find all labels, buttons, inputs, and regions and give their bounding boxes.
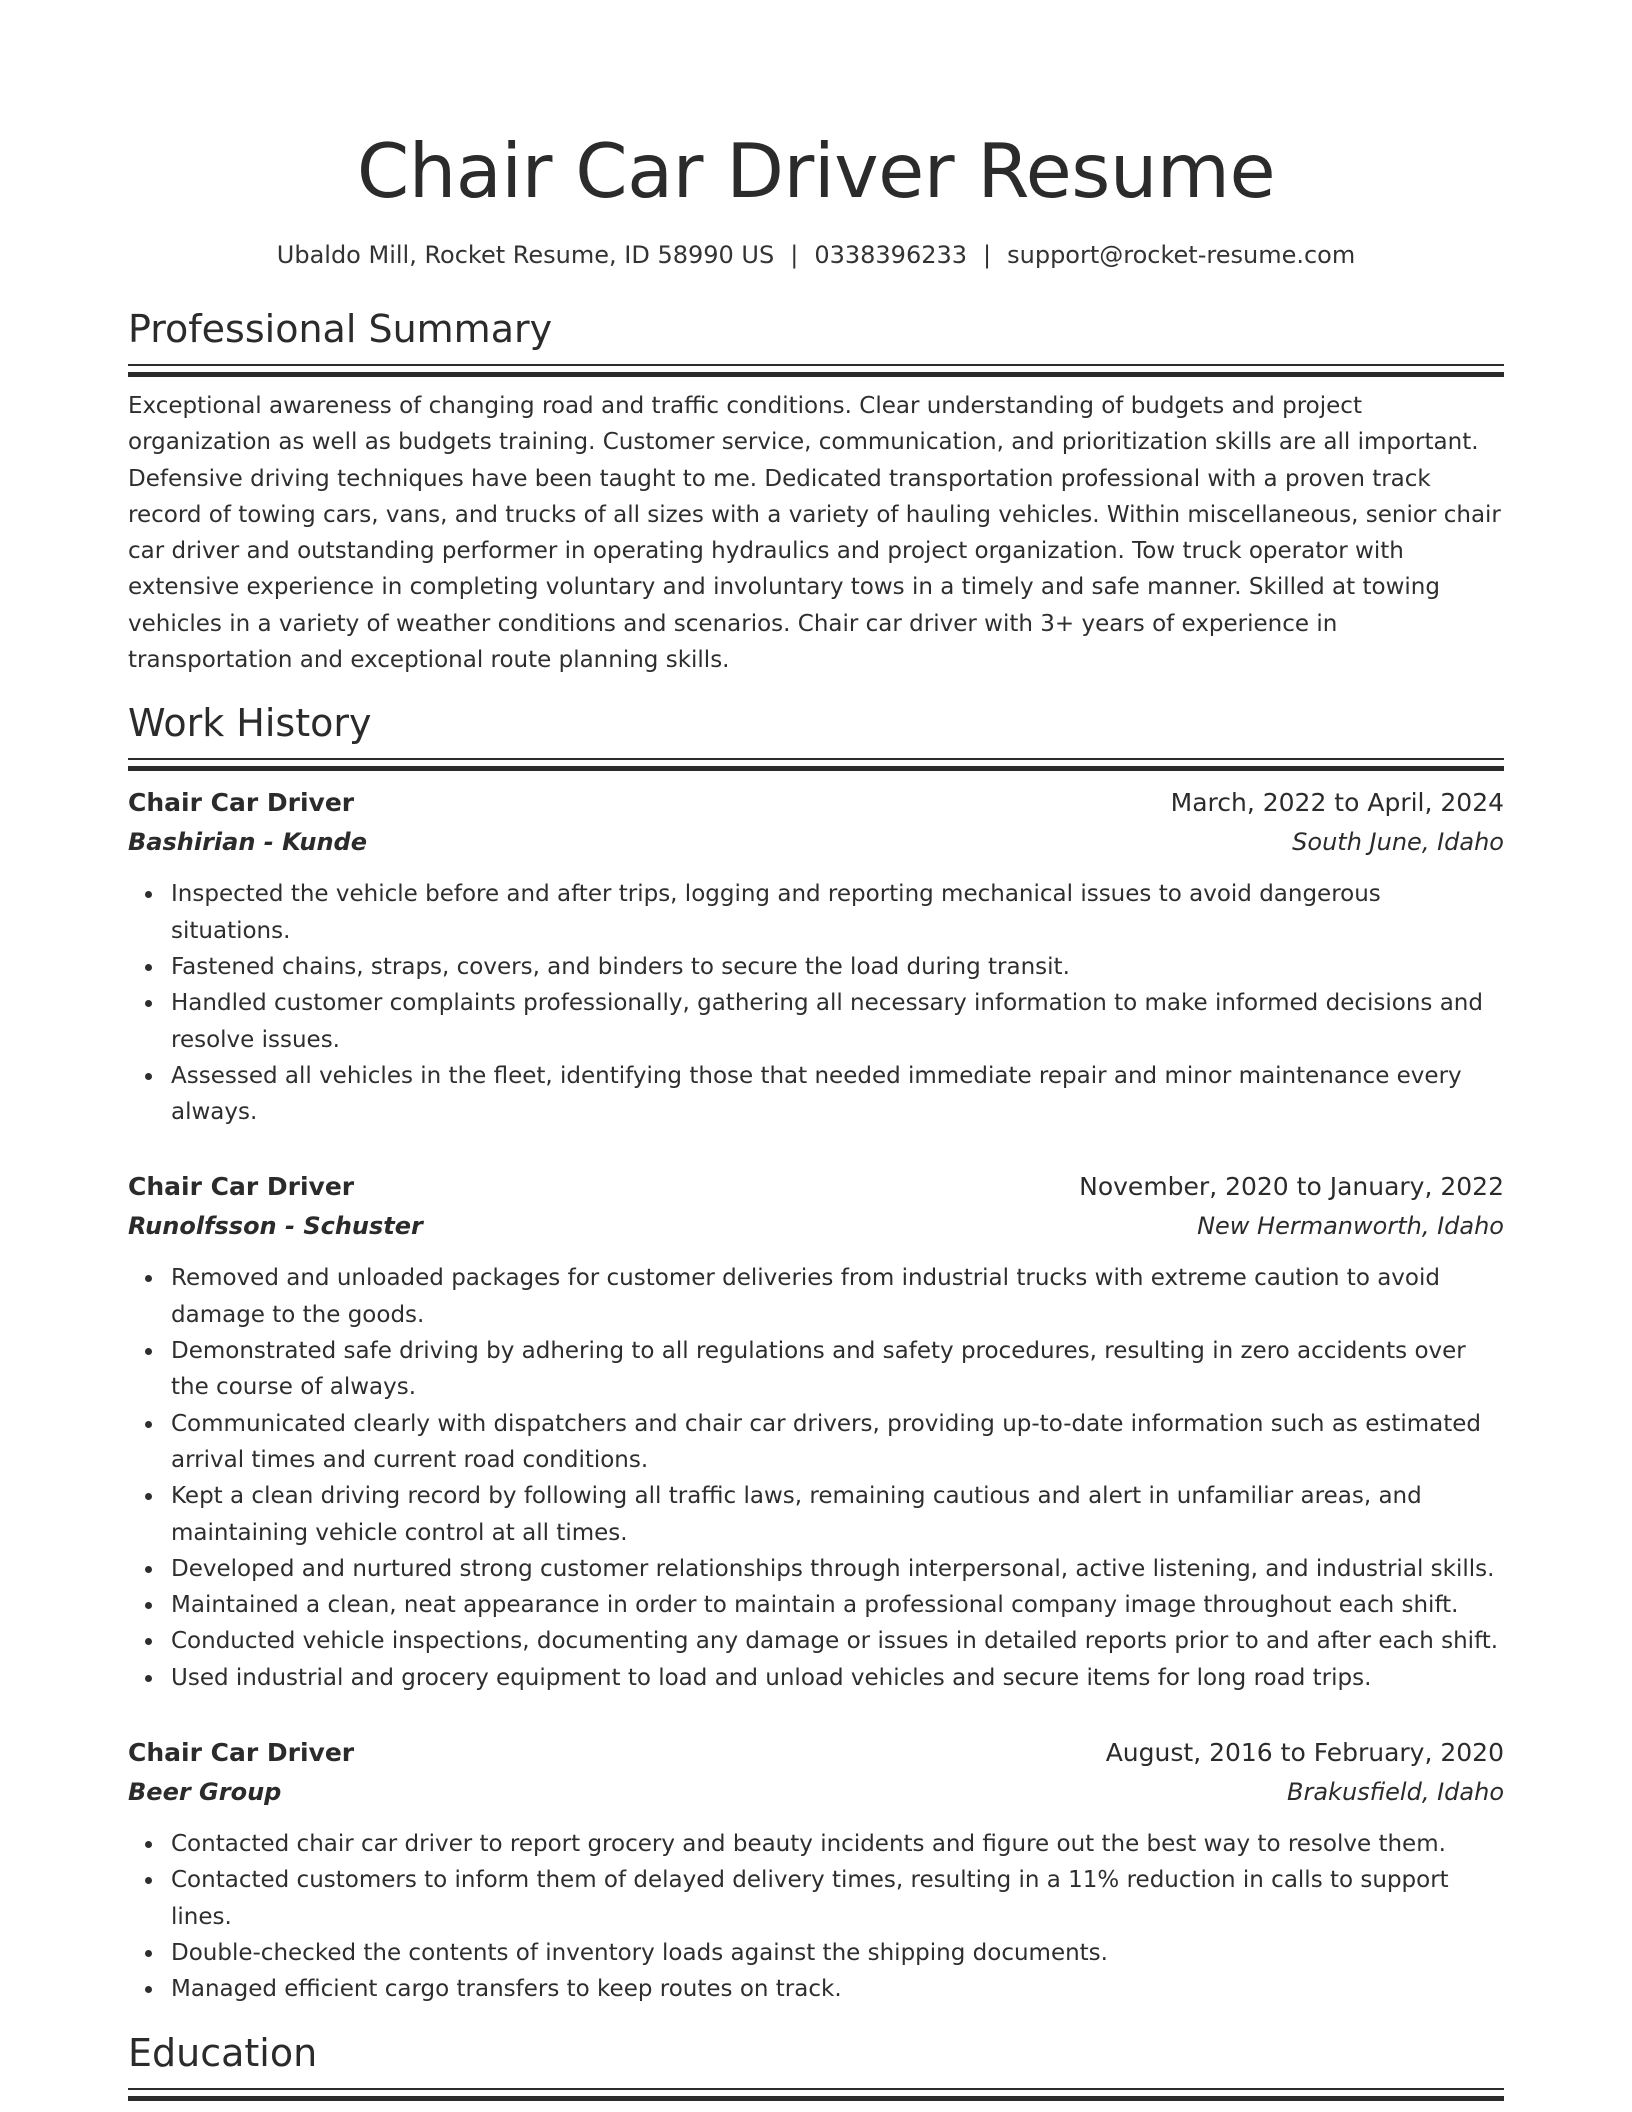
section-divider bbox=[128, 2088, 1504, 2100]
job-dates: March, 2022 to April, 2024 bbox=[1170, 788, 1504, 818]
job-bullet: Maintained a clean, neat appearance in order to maintain a professional company image throughout each shift. bbox=[128, 1587, 1504, 1623]
job-bullet: Conducted vehicle inspections, documenting any damage or issues in detailed reports prior to and after each shift. bbox=[128, 1623, 1504, 1659]
job-header-row bbox=[128, 784, 1504, 822]
job-subheader-row bbox=[128, 1206, 1504, 1246]
resume-page bbox=[128, 0, 1504, 2100]
job-bullet: Inspected the vehicle before and after trips, logging and reporting mechanical issues to avoid dangerous situations. bbox=[128, 876, 1504, 949]
job-company: Beer Group bbox=[128, 1778, 282, 1807]
job-dates: August, 2016 to February, 2020 bbox=[1105, 1738, 1504, 1768]
contact-email: support@rocket-resume.com bbox=[1007, 241, 1356, 269]
job-location: Brakusfield, Idaho bbox=[1287, 1778, 1504, 1807]
summary-text: Exceptional awareness of changing road and traffic conditions. Clear understanding of budgets and project organization as well as budgets training. Customer service, communication, and prioritization skills are all important. Defensive driving techniques have been taught to me. Dedicated transportation professional with a proven track record of towing cars, vans, and trucks of all sizes with a variety of hauling vehicles. Within miscellaneous, senior chair car driver and outstanding performer in operating hydraulics and project organization. Tow truck operator with extensive experience in completing voluntary and involuntary tows in a timely and safe manner. Skilled at towing vehicles in a variety of weather conditions and scenarios. Chair car driver with 3+ years of experience in transportation and exceptional route planning skills. bbox=[128, 393, 1501, 674]
contact-address: Ubaldo Mill, Rocket Resume, ID 58990 US bbox=[276, 241, 775, 269]
job-bullet: Used industrial and grocery equipment to load and unload vehicles and secure items for long road trips. bbox=[128, 1660, 1504, 1696]
job-bullet: Kept a clean driving record by following all traffic laws, remaining cautious and alert in unfamiliar areas, and maintaining vehicle control at all times. bbox=[128, 1478, 1504, 1551]
professional-summary-section bbox=[128, 304, 1504, 678]
job-bullet: Managed efficient cargo transfers to keep routes on track. bbox=[128, 1971, 1504, 2007]
section-heading-education: Education bbox=[128, 2030, 318, 2075]
job-location: South June, Idaho bbox=[1292, 828, 1504, 857]
job-entry bbox=[128, 1168, 1504, 1696]
contact-separator: | bbox=[790, 241, 799, 269]
section-heading-summary: Professional Summary bbox=[128, 307, 553, 351]
job-location: New Hermanworth, Idaho bbox=[1197, 1212, 1504, 1241]
job-bullet: Contacted chair car driver to report grocery and beauty incidents and figure out the best way to resolve them. bbox=[128, 1826, 1504, 1862]
contact-separator: | bbox=[983, 241, 992, 269]
job-entry bbox=[128, 1734, 1504, 2007]
job-title: Chair Car Driver bbox=[128, 788, 355, 818]
section-heading-work: Work History bbox=[128, 701, 372, 746]
section-divider bbox=[128, 364, 1504, 376]
job-dates: November, 2020 to January, 2022 bbox=[1079, 1172, 1504, 1202]
job-bullet: Removed and unloaded packages for customer deliveries from industrial trucks with extreme caution to avoid damage to the goods. bbox=[128, 1260, 1504, 1333]
job-bullet: Developed and nurtured strong customer relationships through interpersonal, active listening, and industrial skills. bbox=[128, 1551, 1504, 1587]
resume-title: Chair Car Driver Resume bbox=[356, 127, 1276, 215]
job-subheader-row bbox=[128, 1772, 1504, 1812]
job-bullet: Assessed all vehicles in the fleet, identifying those that needed immediate repair and minor maintenance every always. bbox=[128, 1058, 1504, 1131]
job-company: Bashirian - Kunde bbox=[128, 828, 368, 857]
job-subheader-row bbox=[128, 822, 1504, 862]
job-header-row bbox=[128, 1168, 1504, 1206]
job-bullet: Handled customer complaints professionally, gathering all necessary information to make informed decisions and resolve issues. bbox=[128, 985, 1504, 1058]
education-section bbox=[128, 2028, 1504, 2100]
job-bullet-list bbox=[128, 1826, 1504, 2007]
job-bullet: Fastened chains, straps, covers, and binders to secure the load during transit. bbox=[128, 949, 1504, 985]
job-bullet: Contacted customers to inform them of delayed delivery times, resulting in a 11% reduction in calls to support lines. bbox=[128, 1862, 1504, 1935]
contact-line bbox=[128, 238, 1504, 272]
section-divider bbox=[128, 758, 1504, 770]
job-title: Chair Car Driver bbox=[128, 1172, 355, 1202]
work-history-section bbox=[128, 698, 1504, 2007]
job-bullet: Demonstrated safe driving by adhering to all regulations and safety procedures, resulting in zero accidents over the course of always. bbox=[128, 1333, 1504, 1406]
job-title: Chair Car Driver bbox=[128, 1738, 355, 1768]
job-bullet-list bbox=[128, 876, 1504, 1130]
job-entry bbox=[128, 784, 1504, 1130]
job-bullet: Communicated clearly with dispatchers and chair car drivers, providing up-to-date information such as estimated arrival times and current road conditions. bbox=[128, 1406, 1504, 1479]
job-company: Runolfsson - Schuster bbox=[128, 1212, 423, 1241]
job-bullet: Double-checked the contents of inventory loads against the shipping documents. bbox=[128, 1935, 1504, 1971]
contact-phone: 0338396233 bbox=[814, 241, 968, 269]
job-bullet-list bbox=[128, 1260, 1504, 1696]
job-header-row bbox=[128, 1734, 1504, 1772]
